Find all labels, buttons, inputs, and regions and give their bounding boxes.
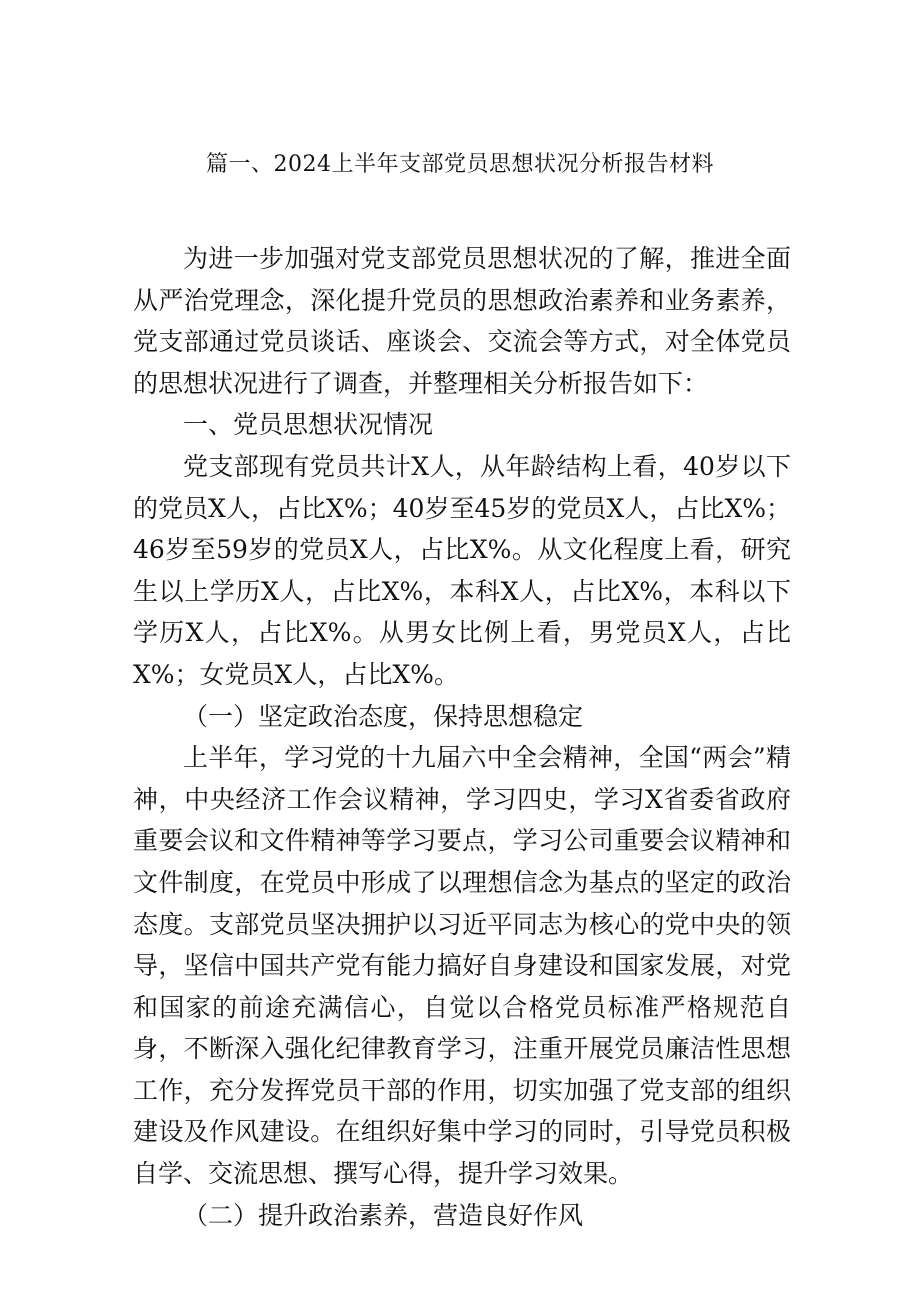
document-title: 篇一、2024上半年支部党员思想状况分析报告材料 — [206, 152, 714, 177]
subsection-heading-2: （二）提升政治素养，营造良好作风 — [183, 1200, 584, 1230]
political-attitude-paragraph: 上半年，学习党的十九届六中全会精神，全国“两会”精神，中央经济工作会议精神，学习四史，学习X省委省政府重要会议和文件精神等学习要点，学习公司重要会议精神和文件制度，在党员中形成了以理想信念为基点的坚定的政治态度。支部党员坚决拥护以习近平同志为核心的党中央的领导，坚信中国共产党有能力搞好自身建设和国家发展，对党和国家的前途充满信心，自觉以合格党员标准严格规范自身，不断深入强化纪律教育学习，注重开展党员廉洁性思想工作，充分发挥党员干部的作用，切实加强了党支部的组织建设及作风建设。在组织好集中学习的同时，引导党员积极自学、交流思想、撰写心得，提升学习效果。 — [133, 743, 791, 1189]
intro-paragraph: 为进一步加强对党支部党员思想状况的了解，推进全面从严治党理念，深化提升党员的思想政治素养和业务素养，党支部通过党员谈话、座谈会、交流会等方式，对全体党员的思想状况进行了调查，并整理相关分析报告如下： — [133, 244, 791, 398]
document-body — [133, 238, 791, 1236]
member-stats-paragraph: 党支部现有党员共计X人，从年龄结构上看，40岁以下的党员X人，占比X%；40岁至45岁的党员X人，占比X%；46岁至59岁的党员X人，占比X%。从文化程度上看，研究生以上学历X人，占比X%，本科X人，占比X%，本科以下学历X人，占比X%。从男女比例上看，男党员X人，占比X%；女党员X人，占比X%。 — [133, 451, 791, 689]
subsection-heading-1: （一）坚定政治态度，保持思想稳定 — [183, 701, 584, 731]
section-heading-1: 一、党员思想状况情况 — [183, 410, 434, 440]
